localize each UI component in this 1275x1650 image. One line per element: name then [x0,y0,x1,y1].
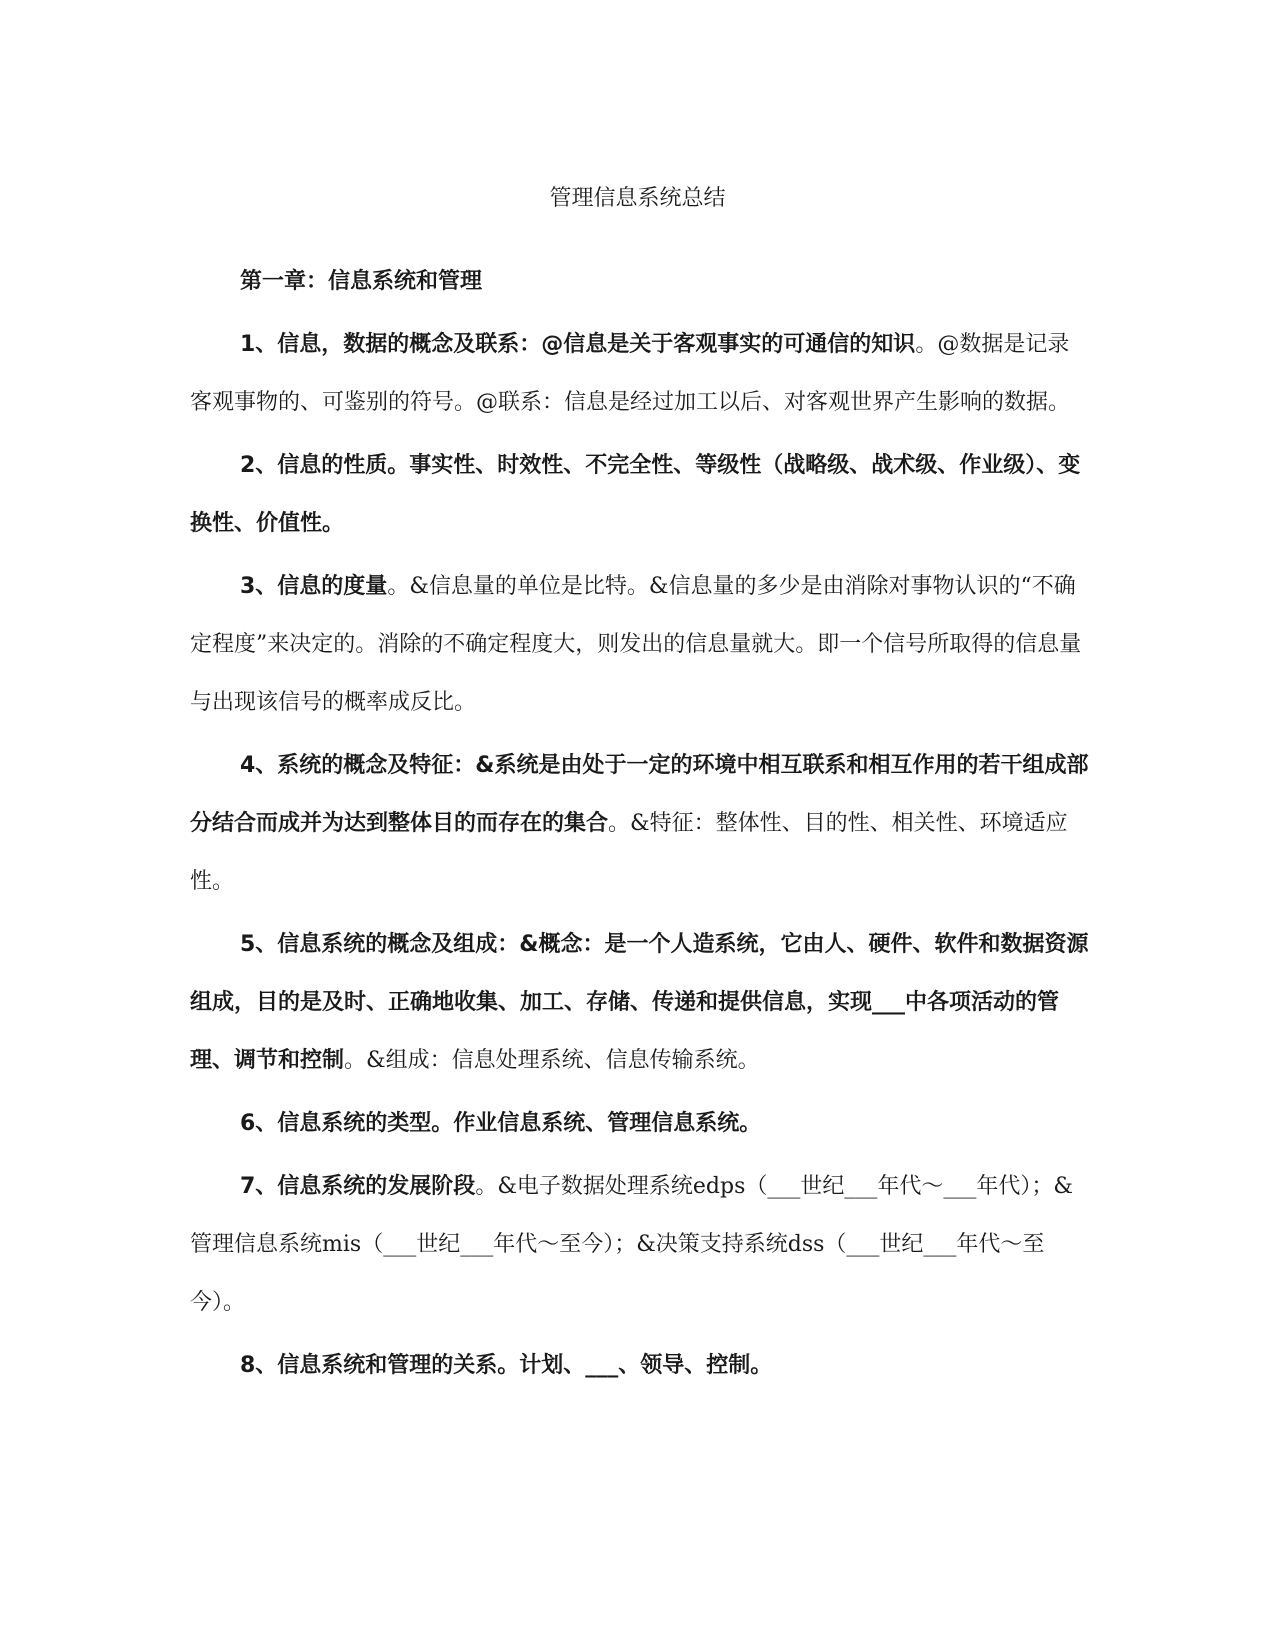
text-run-bold: 第一章：信息系统和管理 [240,269,483,294]
paragraph-item-4 [190,737,1090,911]
text-run-bold: 6、信息系统的类型。作业信息系统、管理信息系统。 [240,1111,762,1136]
text-run-bold: 5、信息系统的概念及组成：&概念：是一个人造系统，它由人、硬件、软件和数据资源组成，目的是及时、正确地收集、加工、存储、传递和提供信息，实现___中各项活动的管理、调节和控制 [190,932,1089,1073]
paragraph-item-5 [190,916,1090,1090]
text-run-regular: 。&电子数据处理系统edps（___世纪___年代～___年代）；&管理信息系统mis（___世纪___年代～至今）；&决策支持系统dss（___世纪___年代～至今）。 [190,1174,1073,1315]
text-run-bold: 2、信息的性质。事实性、时效性、不完全性、等级性（战略级、战术级、作业级）、变换性、价值性。 [190,453,1081,536]
text-run-regular: 。@数据是记录客观事物的、可鉴别的符号。@联系：信息是经过加工以后、对客观世界产生影响的数据。 [190,332,1071,415]
document-title: 管理信息系统总结 [549,186,726,211]
text-run-bold: 1、信息，数据的概念及联系：@信息是关于客观事实的可通信的知识 [240,332,916,357]
paragraph-item-2 [190,437,1090,553]
text-run-regular: 。&特征：整体性、目的性、相关性、环境适应性。 [190,811,1068,894]
text-run-regular: 。&信息量的单位是比特。&信息量的多少是由消除对事物认识的“不确定程度”来决定的。消除的不确定程度大，则发出的信息量就大。即一个信号所取得的信息量与出现该信号的概率成反比。 [190,574,1082,715]
text-run-bold: 8、信息系统和管理的关系。计划、___、领导、控制。 [240,1353,773,1378]
chapter-heading [190,253,1090,311]
paragraph-item-6 [190,1095,1090,1153]
document-body [190,253,1090,1400]
paragraph-item-7 [190,1158,1090,1332]
text-run-regular: 。&组成：信息处理系统、信息传输系统。 [344,1048,760,1073]
paragraph-item-1 [190,316,1090,432]
text-run-bold: 3、信息的度量 [240,574,388,599]
paragraph-item-8 [190,1337,1090,1395]
paragraph-item-3 [190,558,1090,732]
text-run-bold: 4、系统的概念及特征：&系统是由处于一定的环境中相互联系和相互作用的若干组成部分结合而成并为达到整体目的而存在的集合 [190,753,1089,836]
text-run-bold: 7、信息系统的发展阶段 [240,1174,476,1199]
